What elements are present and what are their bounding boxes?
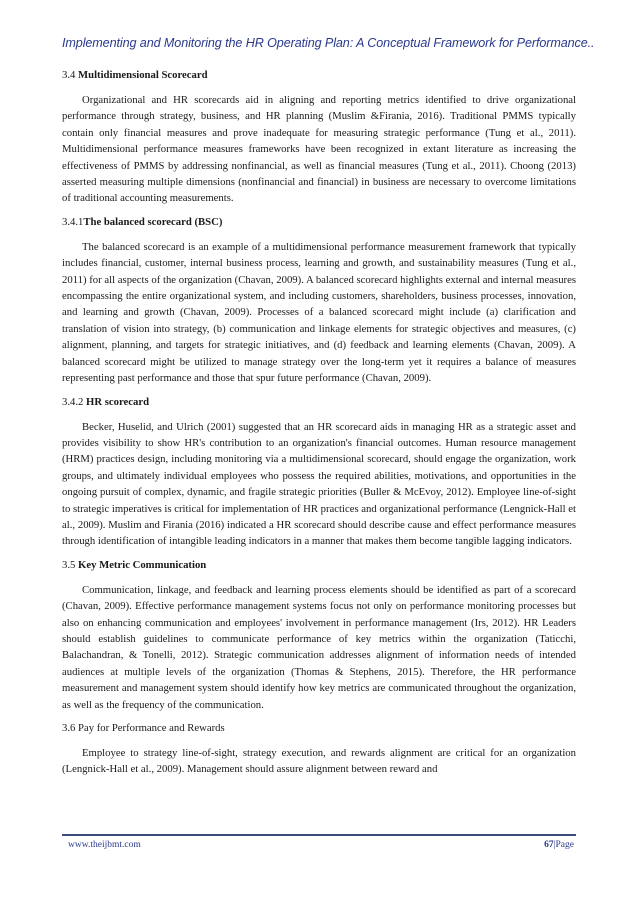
section-heading bbox=[62, 395, 576, 410]
journal-url: www.theijbmt.com bbox=[68, 840, 141, 850]
body-paragraph: The balanced scorecard is an example of a multidimensional performance measurement framework that typically includes financial, customer, internal business process, learning and growth, and sustainability measures (Tung et al., 2011) for all aspects of the organization (Chavan, 2009). A balanced scorecard highlights external and internal measures encompassing the entire organizational system, and including customers, shareholders, business processes, innovation, and learning and growth (Chavan, 2009). Processes of a balanced scorecard might include (a) clarification and translation of vision into strategy, (b) communication and linkage elements for strategic objectives and measures, (c) alignment, planning, and targets for strategic initiatives, and (d) feedback and learning elements (Chavan, 2009). A balanced scorecard might be utilized to manage strategy over the long-term yet it requires a balance of measures representing past performance and those that spur future performance (Chavan, 2009). bbox=[62, 240, 576, 385]
section-title: Multidimensional Scorecard bbox=[78, 69, 208, 81]
section-number: 3.4.2 bbox=[62, 395, 87, 408]
section-number: 3.4 bbox=[62, 69, 79, 81]
body-paragraph: Becker, Huselid, and Ulrich (2001) suggested that an HR scorecard aids in managing HR as a strategic asset and provides visibility to show HR's contribution to an organization's financial outcomes. Human resource management (HRM) practices design, including monitoring via a multidimensional scorecard, should engage the organization, work groups, and ultimately individual employees who possess the required abilities, motivations, and opportunities in the ongoing pursuit of complex, dynamic, and fragile strategic priorities (Buller & McEvoy, 2012). Employee line-of-sight to strategic imperatives is critical for implementation of HR practices and organizational performance (Lengnick-Hall et al., 2009). Muslim and Firania (2016) indicated a HR scorecard should describe cause and effect performance measures through identification of intangible leading indicators in a manner that makes them become tangible lagging indicators. bbox=[62, 420, 576, 548]
section-title: HR scorecard bbox=[86, 395, 150, 408]
section-heading bbox=[62, 68, 576, 83]
page-footer bbox=[62, 834, 576, 856]
article-body bbox=[62, 68, 576, 786]
section-title: The balanced scorecard (BSC) bbox=[83, 215, 223, 228]
section-number: 3.5 bbox=[62, 558, 79, 571]
page-suffix: |Page bbox=[553, 840, 574, 850]
section-title: Pay for Performance and Rewards bbox=[78, 722, 225, 734]
body-paragraph: Employee to strategy line-of-sight, strategy execution, and rewards alignment are critical for an organization (Lengnick-Hall et al., 2009). Management should assure alignment between reward and bbox=[62, 747, 576, 776]
section-title: Key Metric Communication bbox=[78, 558, 207, 571]
page-number: 67 bbox=[544, 840, 554, 850]
section-heading bbox=[62, 215, 576, 230]
section-heading bbox=[62, 558, 576, 573]
section-number: 3.4.1 bbox=[62, 215, 84, 228]
page-number-label bbox=[544, 840, 574, 850]
body-paragraph: Organizational and HR scorecards aid in aligning and reporting metrics identified to drive organizational performance through strategy, business, and HR planning (Muslim &Firania, 2016). Traditional PMMS typically contain only financial measures and prove inadequate for measuring strategic performance (Tung et al., 2011). Multidimensional performance measures frameworks have been recognized in extant literature as increasing the effectiveness of PMMS by addressing nonfinancial, as well as financial measures (Tung et al., 2011). Choong (2013) asserted measuring multiple dimensions (nonfinancial and financial) in business are necessary to overcome limitations of traditional accounting measurements. bbox=[62, 94, 576, 205]
running-header: Implementing and Monitoring the HR Operating Plan: A Conceptual Framework for Performance.. bbox=[62, 36, 595, 50]
section-number: 3.6 bbox=[62, 722, 79, 734]
section-heading bbox=[62, 721, 576, 736]
body-paragraph: Communication, linkage, and feedback and learning process elements should be identified as part of a scorecard (Chavan, 2009). Effective performance management systems focus not only on performance monitoring processes but also on enhancing communication and employees' involvement in performance management (Irs, 2012). HR Leaders should establish guidelines to communicate performance of key metrics within the organization (Taticchi, Balachandran, & Tonelli, 2012). Strategic communication addresses alignment of information needs of intended audiences at multiple levels of the organization (Thomas & Stephens, 2015). Therefore, the HR performance measurement and management system should identify how key metrics are communicated throughout the organization, as well as the frequency of the communication. bbox=[62, 583, 576, 711]
